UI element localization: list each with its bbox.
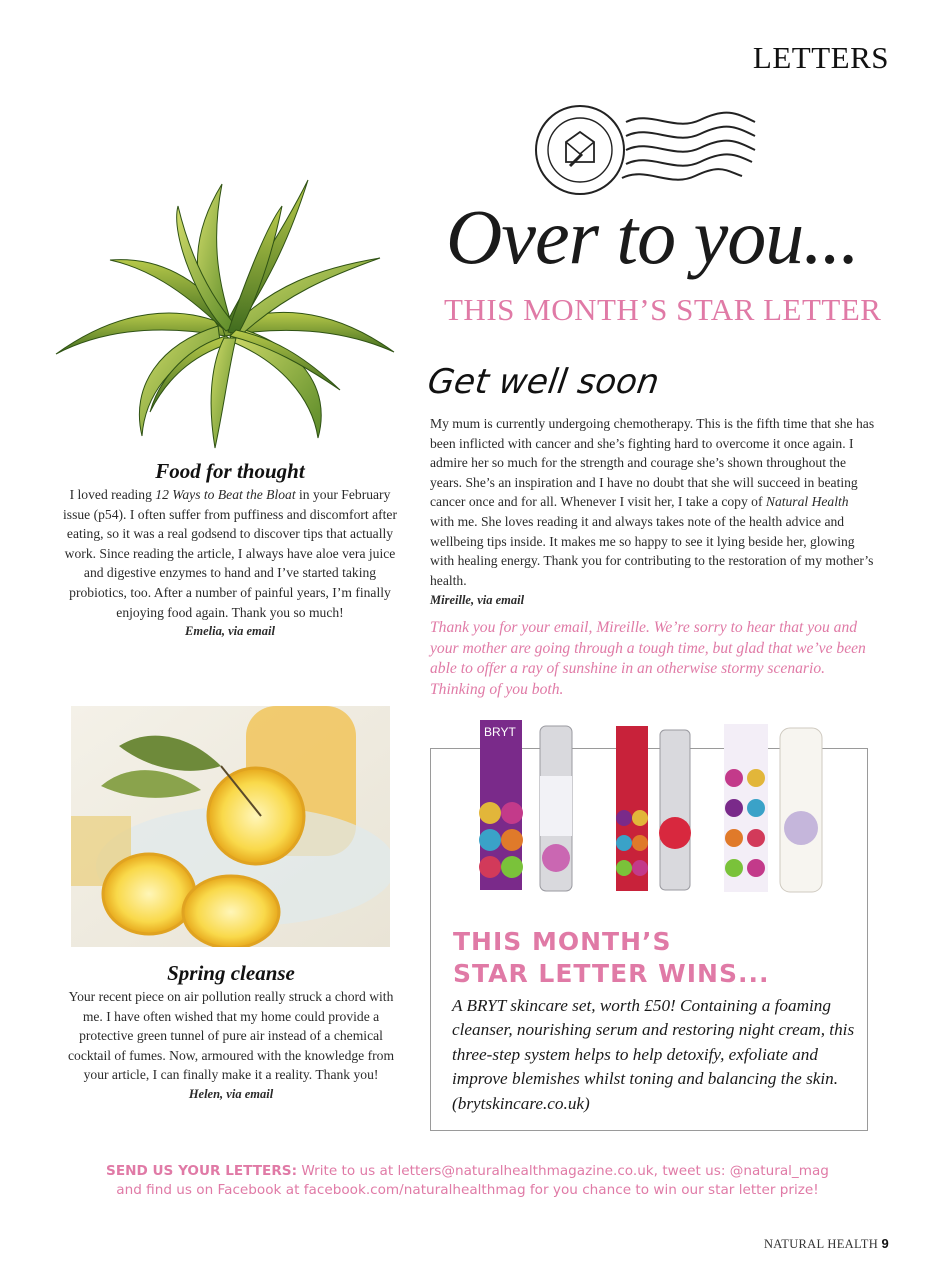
- brand-label: BRYT: [484, 725, 516, 739]
- prize-title: THIS MONTH’S STAR LETTER WINS...: [453, 927, 770, 988]
- letter-food-for-thought: [60, 458, 400, 642]
- lemon-bowl-image: [71, 706, 390, 947]
- postmark-stamp-icon: [530, 100, 760, 200]
- star-letter-title: Get well soon: [425, 362, 662, 402]
- star-letter-text: My mum is currently undergoing chemotherapy. This is the fifth time that she has been inflicted with cancer and she’s fighting hard to overcome it once again. I admire her so much for the strength and courage she’s shown throughout the years. She’s an inspiration and I have no doubt that she will succeed in beating cancer once and for all. Whenever I visit her, I take a copy of Natural Health with me. She loves reading it and always takes note of the health advice and wellbeing tips inside. It makes me so happy to see it lying beside her, glowing with healing energy. Thank you for contributing to the restoration of my mother’s health.: [430, 416, 875, 588]
- subhead: THIS MONTH’S STAR LETTER: [444, 292, 882, 327]
- section-label: LETTERS: [752, 40, 889, 75]
- headline: Over to you...: [446, 193, 859, 280]
- letter-signature: Helen, via email: [188, 1086, 274, 1101]
- letter-title: Food for thought: [155, 459, 305, 483]
- letter-signature: Emelia, via email: [185, 624, 275, 639]
- prize-description: A BRYT skincare set, worth £50! Containing a foaming cleanser, nourishing serum and restoring night cream, this three-step system helps to help detoxify, exfoliate and improve blemishes whilst toning and balancing the skin. (brytskincare.co.uk): [452, 996, 855, 1113]
- aloe-vera-image: [50, 176, 400, 451]
- page-number: 9: [881, 1236, 889, 1251]
- letter-body: Your recent piece on air pollution really struck a chord with me. I have often wished that my home could provide a protective green tunnel of pure air instead of a chemical cocktail of fumes. Now, armoured with the knowledge from your article, I can finally make it a reality. Thank you!: [67, 989, 395, 1083]
- letter-body: I loved reading 12 Ways to Beat the Bloat in your February issue (p54). I often suffer from puffiness and discomfort after eating, so it was a real godsend to discover tips that actually work. Since reading the article, I always have aloe vera juice and digestive enzymes to hand and I’ve started taking probiotics, too. After a number of painful years, I’m finally enjoying food again. Thank you so much!: [63, 487, 397, 620]
- editor-reply: Thank you for your email, Mireille. We’re sorry to hear that you and your mother are going through a tough time, but glad that we’ve been able to offer a ray of sunshine in an otherwise stormy scenario. Thinking of you both.: [430, 619, 866, 698]
- bryt-products-image: [476, 718, 826, 923]
- letter-title: Spring cleanse: [167, 961, 295, 985]
- letter-spring-cleanse: [62, 960, 400, 1105]
- footer-call-to-action: SEND US YOUR LETTERS: Write to us at letters@naturalhealthmagazine.co.uk, tweet us: @natural_mag and find us on Facebook at facebook.com/naturalhealthmag for you chance to win our star letter prize!: [106, 1163, 829, 1198]
- page-folio: NATURAL HEALTH 9: [763, 1236, 889, 1251]
- star-letter-signature: Mireille, via email: [430, 593, 525, 608]
- star-letter-body: [430, 414, 875, 611]
